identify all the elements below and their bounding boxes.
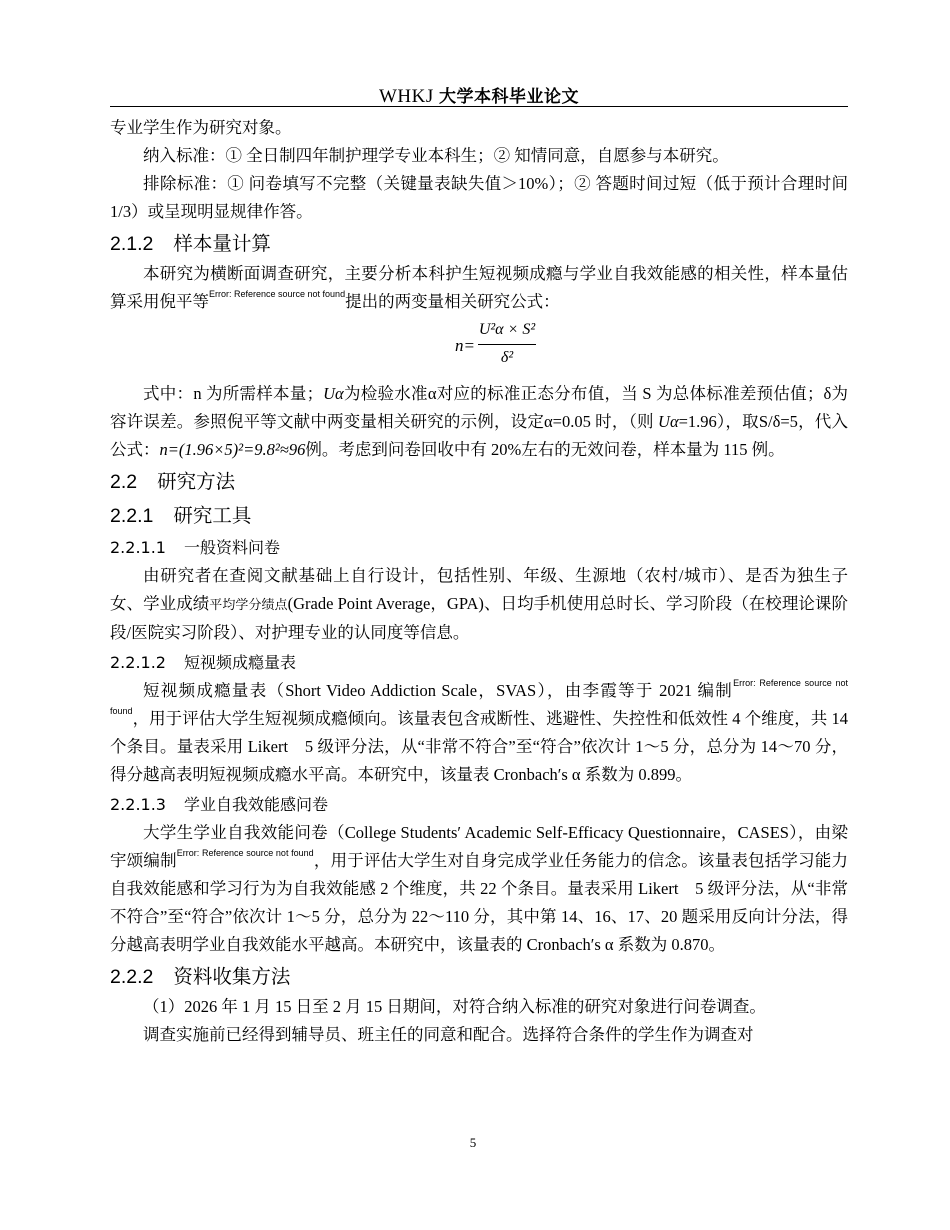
paragraph-general-questionnaire: 由研究者在查阅文献基础上自行设计，包括性别、年级、生源地（农村/城市）、是否为独生子女、学业成绩平均学分绩点(Grade Point Average，GPA)、日均手机使用总时长、学习阶段（在校理论课阶段/医院实习阶段）、对护理专业的认同度等信息。: [110, 566, 848, 642]
formula-fraction: [478, 318, 536, 371]
reference-error: Error: Reference source not found: [110, 678, 848, 716]
formula-lhs: n=: [455, 336, 475, 355]
reference-error: Error: Reference source not found: [209, 289, 346, 299]
reference-error: Error: Reference source not found: [176, 848, 314, 858]
section-heading-2-2-1-3: 2.2.1.3 学业自我效能感问卷: [110, 795, 328, 814]
section-heading-2-2: 2.2 研究方法: [110, 470, 236, 493]
paragraph-sample-size: 本研究为横断面调查研究，主要分析本科护生短视频成瘾与学业自我效能感的相关性，样本量估算采用倪平等$^{Error: Reference source not found}$提出的两变量相关研究公式：: [110, 264, 848, 311]
inclusion-criteria: 纳入标准：① 全日制四年制护理学专业本科生；② 知情同意，自愿参与本研究。: [143, 146, 729, 165]
formula-numerator: U²α × S²: [478, 318, 536, 345]
sample-size-formula: [110, 318, 848, 376]
page-number: 5: [469, 1135, 477, 1150]
section-heading-2-1-2: 2.1.2 样本量计算: [110, 232, 271, 255]
section-heading-2-2-2: 2.2.2 资料收集方法: [110, 965, 291, 988]
paragraph: 专业学生作为研究对象。: [110, 118, 292, 137]
section-heading-2-2-1-1: 2.2.1.1 一般资料问卷: [110, 538, 280, 557]
page-header: [110, 82, 848, 108]
section-heading-2-2-1: 2.2.1 研究工具: [110, 504, 252, 527]
paragraph-cases: 大学生学业自我效能问卷（College Students′ Academic Self-Efficacy Questionnaire，CASES），由梁宇颂编制$^{Error: Reference source not found}$，用于评估大学生对自身完成学业任务能力的信念。该量表包括学习能力自我效能感和学习行为为自我效能感 2 个维度，共 22 个条目。量表采用 Likert 5 级评分法，从“非常不符合”至“符合”依次计 1～5 分，总分为 22～110 分，其中第 14、16、17、20 题采用反向计分法，得分越高表明学业自我效能水平越高。本研究中，该量表的 Cronbach′s α 系数为 0.870。: [110, 823, 849, 954]
page-body: [110, 114, 848, 1049]
header-code: WHKJ: [378, 86, 434, 107]
formula-denominator: δ²: [500, 349, 514, 366]
paragraph-formula-explanation: 式中：n 为所需样本量；Uα为检验水准α对应的标准正态分布值，当 S 为总体标准差预估值；δ为容许误差。参照倪平等文献中两变量相关研究的示例，设定α=0.05 时，（则 Uα=1.96），取S/δ=5，代入公式：n=(1.96×5)²=9.8²≈96例。考虑到问卷回收中有 20%左右的无效问卷，样本量为 115 例。: [110, 384, 848, 459]
paragraph-svas: 短视频成瘾量表（Short Video Addiction Scale，SVAS），由李霞等于 2021 编制$^{Error: Reference source not found}$，用于评估大学生短视频成瘾倾向。该量表包含戒断性、逃避性、失控性和低效性 4 个维度，共 14 个条目。量表采用 Likert 5 级评分法，从“非常不符合”至“符合”依次计 1～5 分，总分为 14～70 分，得分越高表明短视频成瘾水平高。本研究中，该量表 Cronbach′s α 系数为 0.899。: [110, 678, 849, 784]
header-rule: [110, 106, 848, 107]
paragraph-data-collection-2: 调查实施前已经得到辅导员、班主任的同意和配合。选择符合条件的学生作为调查对: [143, 1025, 754, 1044]
paragraph-data-collection: （1）2026 年 1 月 15 日至 2 月 15 日期间，对符合纳入标准的研究对象进行问卷调查。: [143, 997, 766, 1016]
header-title: 大学本科毕业论文: [439, 87, 580, 107]
section-heading-2-2-1-2: 2.2.1.2 短视频成瘾量表: [110, 653, 296, 672]
exclusion-criteria: 排除标准：① 问卷填写不完整（关键量表缺失值＞10%）；② 答题时间过短（低于预计合理时间 1/3）或呈现明显规律作答。: [110, 174, 848, 221]
